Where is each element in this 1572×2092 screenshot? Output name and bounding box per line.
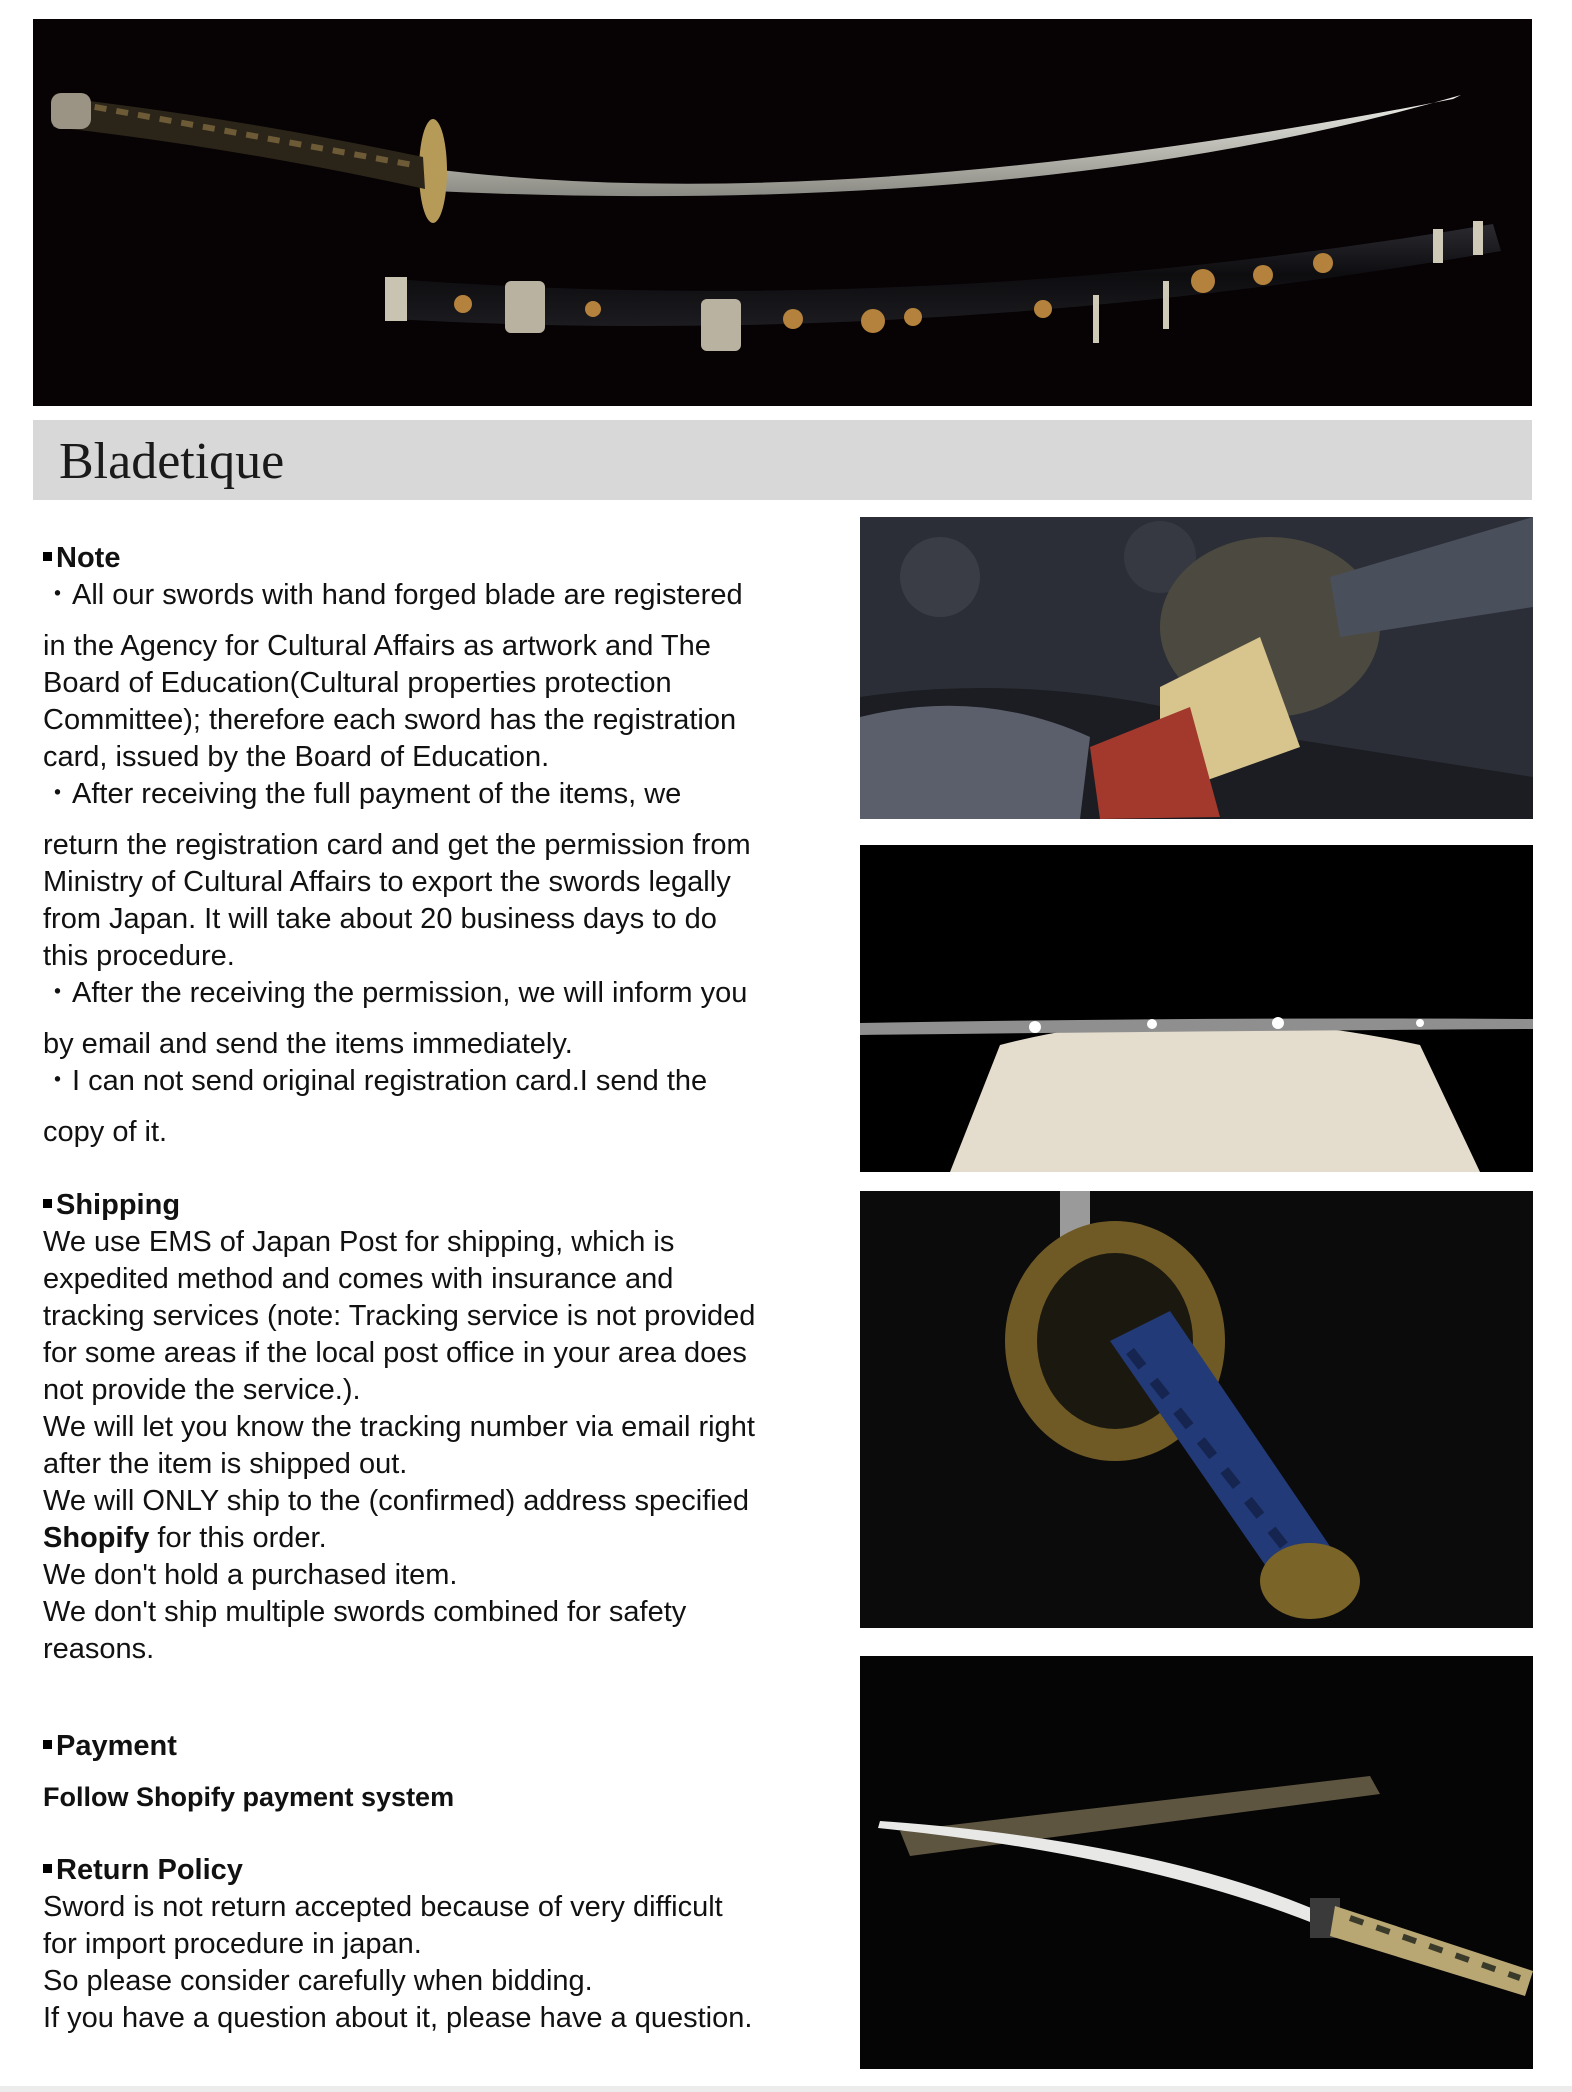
return-policy-heading: Return Policy xyxy=(43,1852,843,1889)
return-policy-line: If you have a question about it, please have a question. xyxy=(43,2002,753,2034)
shipping-line: for some areas if the local post office in your area does xyxy=(43,1337,747,1369)
brand-bar xyxy=(33,420,1532,500)
return-policy-line: for import procedure in japan. xyxy=(43,1928,422,1960)
shipping-line: We don't ship multiple swords combined for safety xyxy=(43,1596,687,1628)
shipping-line: reasons. xyxy=(43,1633,155,1665)
shipping-line: expedited method and comes with insurance and xyxy=(43,1263,674,1295)
square-bullet-icon xyxy=(43,552,52,561)
shipping-line: We don't hold a purchased item. xyxy=(43,1559,458,1591)
note-line: ・All our swords with hand forged blade are registered xyxy=(43,579,743,611)
info-content xyxy=(43,540,843,2037)
payment-text: Follow Shopify payment system xyxy=(43,1782,455,1812)
square-bullet-icon xyxy=(43,1864,52,1873)
note-line: ・I can not send original registration card.I send the xyxy=(43,1065,708,1097)
shipping-heading: Shipping xyxy=(43,1187,843,1224)
note-line: ・After receiving the full payment of the items, we xyxy=(43,778,682,810)
note-line: this procedure. xyxy=(43,940,235,972)
shipping-line: We use EMS of Japan Post for shipping, which is xyxy=(43,1226,675,1258)
note-heading: Note xyxy=(43,540,843,577)
return-policy-line: Sword is not return accepted because of very difficult xyxy=(43,1891,723,1923)
note-line: copy of it. xyxy=(43,1116,168,1148)
sword-photo-blade-edge xyxy=(860,845,1533,1172)
shipping-section xyxy=(43,1187,843,1668)
note-line: Committee); therefore each sword has the registration xyxy=(43,704,737,736)
note-line: card, issued by the Board of Education. xyxy=(43,741,550,773)
shipping-line: after the item is shipped out. xyxy=(43,1448,408,1480)
square-bullet-icon xyxy=(43,1199,52,1208)
payment-section xyxy=(43,1728,843,1816)
note-line: by email and send the items immediately. xyxy=(43,1028,573,1060)
page-bottom-edge xyxy=(0,2086,1572,2092)
shipping-line: Shopify for this order. xyxy=(43,1522,327,1554)
square-bullet-icon xyxy=(43,1740,52,1749)
shipping-line: not provide the service.). xyxy=(43,1374,361,1406)
note-line: in the Agency for Cultural Affairs as artwork and The xyxy=(43,630,711,662)
sword-photo-katana xyxy=(860,1656,1533,2069)
note-line: ・After the receiving the permission, we will inform you xyxy=(43,977,748,1009)
shopify-label: Shopify xyxy=(43,1522,150,1554)
return-policy-line: So please consider carefully when bidding. xyxy=(43,1965,593,1997)
shipping-line: tracking services (note: Tracking service is not provided xyxy=(43,1300,756,1332)
shipping-line: We will ONLY ship to the (confirmed) address specified xyxy=(43,1485,749,1517)
note-line: Board of Education(Cultural properties protection xyxy=(43,667,672,699)
note-line: from Japan. It will take about 20 business days to do xyxy=(43,903,717,935)
shipping-line: We will let you know the tracking number via email right xyxy=(43,1411,755,1443)
payment-heading: Payment xyxy=(43,1728,843,1765)
note-line: Ministry of Cultural Affairs to export the swords legally xyxy=(43,866,731,898)
sword-photo-tsuba xyxy=(860,517,1533,819)
hero-sword-image xyxy=(33,19,1532,406)
sword-photo-handle xyxy=(860,1191,1533,1628)
return-policy-section xyxy=(43,1852,843,2037)
note-section xyxy=(43,540,843,1151)
brand-title: Bladetique xyxy=(59,433,285,490)
note-line: return the registration card and get the permission from xyxy=(43,829,751,861)
